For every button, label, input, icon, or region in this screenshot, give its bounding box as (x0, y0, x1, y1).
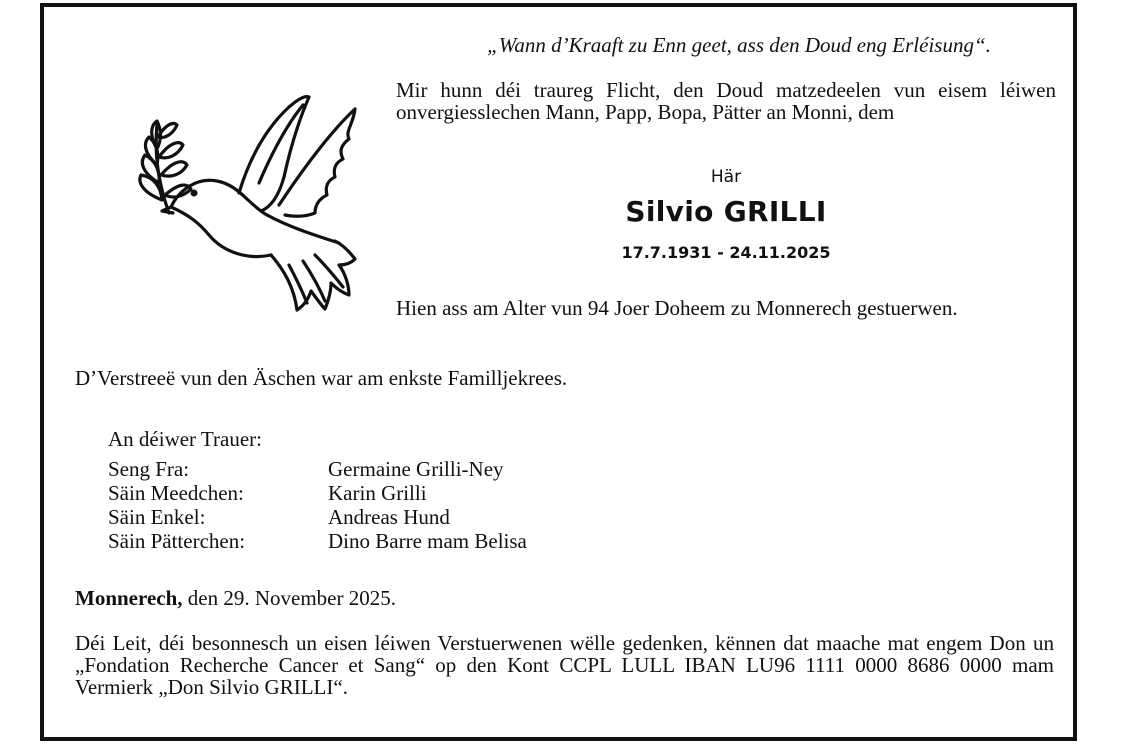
mourning-heading: An déiwer Trauer: (108, 427, 262, 451)
dove-with-olive-branch-icon (99, 65, 359, 325)
donation-note: Déi Leit, déi besonnesch un eisen léiwen Verstuerwenen wëlle gedenken, kënnen dat maache mat engem Don un „Fondation Recherche Cancer et Sang“ op den Kont CCPL LULL IBAN LU96 1111 0000 8686 0000 mam Vermierk „Don Silvio GRILLI“. (75, 631, 1054, 699)
mourner-role: Säin Pätterchen: (108, 529, 246, 553)
announcement-intro: Mir hunn déi traureg Flicht, den Doud matzedeelen vun eisem léiwen onvergiesslechen Mann, Papp, Bopa, Pätter an Monni, dem (396, 78, 1056, 124)
motto-quote: „Wann d’Kraaft zu Enn geet, ass den Doud eng Erléisung“. (487, 33, 991, 57)
passing-statement: Hien ass am Alter vun 94 Joer Doheem zu Monnerech gestuerwen. (396, 296, 958, 320)
mourner-names: Andreas Hund (328, 505, 450, 529)
mourner-row (108, 529, 527, 553)
deceased-name: Silvio GRILLI (625, 195, 827, 228)
place-name: Monnerech, (75, 586, 183, 610)
mourner-names: Karin Grilli (328, 481, 427, 505)
mourner-role: Säin Enkel: (108, 505, 206, 529)
mourners-list (108, 457, 527, 553)
mourner-names: Germaine Grilli-Ney (328, 457, 504, 481)
life-dates: 17.7.1931 - 24.11.2025 (621, 243, 831, 262)
mourner-names: Dino Barre mam Belisa (328, 529, 527, 553)
honorific: Här (710, 167, 742, 187)
ashes-statement: D’Verstreeë vun den Äschen war am enkste Familljekrees. (75, 366, 568, 390)
obituary-notice-frame (40, 3, 1077, 741)
place-and-date (75, 586, 396, 611)
mourner-role: Seng Fra: (108, 457, 190, 481)
notice-date: den 29. November 2025. (182, 586, 396, 610)
mourner-row (108, 481, 527, 505)
mourner-role: Säin Meedchen: (108, 481, 244, 505)
mourner-row (108, 457, 527, 481)
mourner-row (108, 505, 527, 529)
